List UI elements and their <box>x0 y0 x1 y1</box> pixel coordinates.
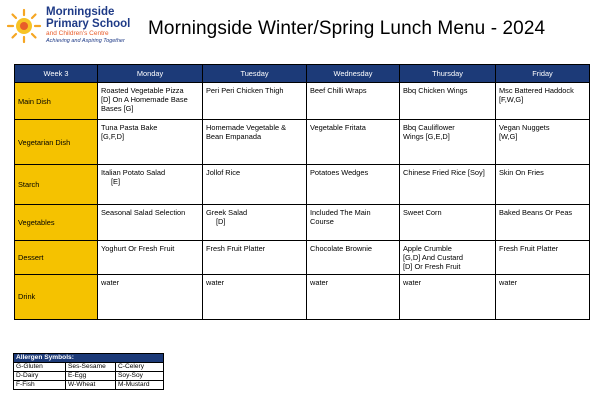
menu-cell <box>98 165 203 204</box>
menu-cell <box>496 120 590 165</box>
menu-cell <box>496 83 590 120</box>
menu-item-text: Bbq Cauliflower <box>403 123 455 133</box>
menu-cell <box>400 240 496 274</box>
menu-row <box>15 165 590 204</box>
menu-cell <box>307 165 400 204</box>
menu-cell <box>400 274 496 319</box>
allergen-body <box>14 354 164 390</box>
menu-body <box>15 83 590 320</box>
logo-motto: Achieving and Aspiring Together <box>46 38 125 44</box>
logo-text <box>46 6 130 45</box>
menu-item-text: Potatoes Wedges <box>310 168 369 178</box>
menu-item-text: Msc Battered Haddock <box>499 86 574 95</box>
row-label: Drink <box>15 274 98 319</box>
menu-cell <box>400 120 496 165</box>
day-header-wednesday: Wednesday <box>307 65 400 83</box>
page-title: Morningside Winter/Spring Lunch Menu - 2024 <box>148 18 546 39</box>
menu-row <box>15 120 590 165</box>
menu-cell <box>307 204 400 240</box>
day-header-tuesday: Tuesday <box>203 65 307 83</box>
menu-item-text: water <box>101 277 120 287</box>
school-logo <box>4 4 134 48</box>
allergen-entry: G-Gluten <box>14 363 66 372</box>
menu-item-text: Fresh Fruit Platter <box>206 243 266 253</box>
menu-item-text: Italian Potato Salad <box>101 168 166 178</box>
menu-item-text: Jollof Rice <box>206 168 241 178</box>
menu-cell <box>98 120 203 165</box>
menu-item-text: [E] <box>111 177 121 187</box>
menu-item-text: Greek Salad <box>206 207 248 217</box>
menu-item-text: Course <box>310 216 334 226</box>
menu-cell <box>496 165 590 204</box>
menu-cell <box>307 83 400 120</box>
menu-cell <box>400 83 496 120</box>
menu-item-text: Vegetable Fritata <box>310 123 366 133</box>
menu-cell <box>203 240 307 274</box>
menu-cell <box>98 204 203 240</box>
menu-item-text: Sweet Corn <box>403 207 442 217</box>
menu-item-text: Bases [G] <box>101 104 134 113</box>
logo-subtitle: and Children's Centre <box>46 30 109 37</box>
menu-cell <box>307 240 400 274</box>
menu-item-text: Homemade Vegetable & <box>206 123 287 133</box>
row-label: Main Dish <box>15 83 98 120</box>
menu-item-text: water <box>310 277 329 287</box>
allergen-key-table <box>13 353 164 390</box>
menu-item-text: Wings [G,E,D] <box>403 132 450 142</box>
menu-cell <box>203 274 307 319</box>
week-label: Week 3 <box>15 65 98 83</box>
menu-cell <box>400 165 496 204</box>
allergen-entry: F-Fish <box>14 381 66 390</box>
menu-cell <box>496 204 590 240</box>
day-header-monday: Monday <box>98 65 203 83</box>
menu-cell <box>98 274 203 319</box>
menu-item-text: Skin On Fries <box>499 168 544 178</box>
sun-logo-icon <box>4 6 44 46</box>
day-header-thursday: Thursday <box>400 65 496 83</box>
menu-item-text: Peri Peri Chicken Thigh <box>206 86 284 95</box>
menu-item-text: Beef Chilli Wraps <box>310 86 367 95</box>
menu-cell <box>203 83 307 120</box>
row-label: Dessert <box>15 240 98 274</box>
menu-row <box>15 83 590 120</box>
row-label: Starch <box>15 165 98 204</box>
menu-item-text: [G,D] And Custard <box>403 252 463 262</box>
allergen-heading: Allergen Symbols: <box>14 354 164 363</box>
allergen-entry: W-Wheat <box>66 381 116 390</box>
logo-name-line1: Morningside <box>46 6 115 18</box>
allergen-entry: Ses-Sesame <box>66 363 116 372</box>
menu-cell <box>307 120 400 165</box>
menu-row <box>15 204 590 240</box>
menu-item-text: Yoghurt Or Fresh Fruit <box>101 243 175 253</box>
lunch-menu-table <box>14 64 590 320</box>
menu-item-text: [F,W,G] <box>499 95 524 104</box>
row-label: Vegetables <box>15 204 98 240</box>
menu-cell <box>203 204 307 240</box>
menu-item-text: [W,G] <box>499 132 518 142</box>
menu-item-text: Baked Beans Or Peas <box>499 207 573 217</box>
menu-item-text: Seasonal Salad Selection <box>101 207 186 217</box>
day-header-friday: Friday <box>496 65 590 83</box>
menu-item-text: [D] <box>216 216 226 226</box>
menu-item-text: Bbq Chicken Wings <box>403 86 468 95</box>
menu-cell <box>400 204 496 240</box>
menu-item-text: water <box>206 277 225 287</box>
menu-item-text: Tuna Pasta Bake <box>101 123 158 133</box>
logo-name-line2: Primary School <box>46 18 131 30</box>
menu-item-text: Fresh Fruit Platter <box>499 243 559 253</box>
menu-item-text: Vegan Nuggets <box>499 123 550 133</box>
menu-item-text: [D] On A Homemade Base <box>101 95 188 104</box>
menu-cell <box>307 274 400 319</box>
menu-header-row <box>15 65 590 83</box>
menu-item-text: [D] Or Fresh Fruit <box>403 261 461 271</box>
allergen-entry: C-Celery <box>116 363 164 372</box>
allergen-row <box>14 381 164 390</box>
menu-item-text: Chocolate Brownie <box>310 243 373 253</box>
menu-item-text: water <box>499 277 518 287</box>
menu-item-text: Roasted Vegetable Pizza <box>101 86 184 95</box>
menu-cell <box>203 120 307 165</box>
menu-item-text: water <box>403 277 422 287</box>
menu-cell <box>496 274 590 319</box>
menu-row <box>15 274 590 319</box>
row-label: Vegetarian Dish <box>15 120 98 165</box>
menu-item-text: Included The Main <box>310 207 371 217</box>
menu-item-text: Apple Crumble <box>403 243 452 253</box>
menu-item-text: Chinese Fried Rice [Soy] <box>403 168 485 178</box>
menu-item-text: [G,F,D] <box>101 132 124 142</box>
allergen-row <box>14 363 164 372</box>
menu-row <box>15 240 590 274</box>
allergen-entry: M-Mustard <box>116 381 164 390</box>
menu-cell <box>496 240 590 274</box>
allergen-entry: E-Egg <box>66 372 116 381</box>
menu-cell <box>98 83 203 120</box>
allergen-row <box>14 372 164 381</box>
menu-item-text: Bean Empanada <box>206 132 262 142</box>
allergen-entry: Soy-Soy <box>116 372 164 381</box>
menu-cell <box>203 165 307 204</box>
allergen-entry: D-Dairy <box>14 372 66 381</box>
menu-cell <box>98 240 203 274</box>
